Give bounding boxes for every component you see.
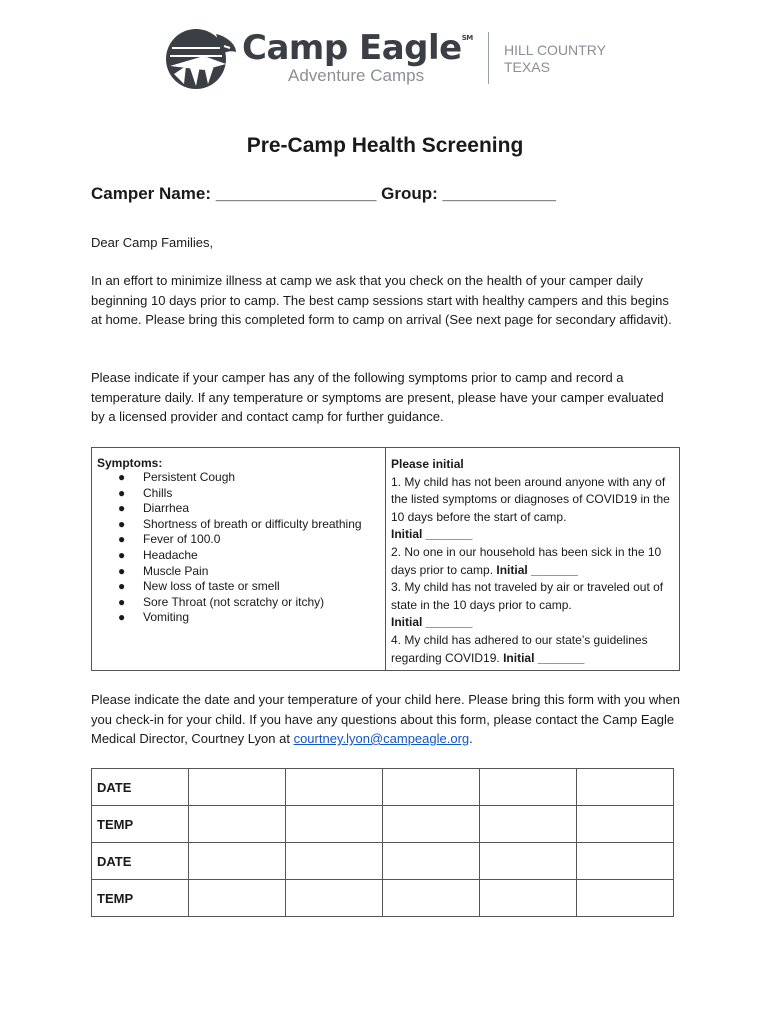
- camper-name-line: Camper Name: _________________ Group: ____________: [91, 184, 556, 203]
- row-label: DATE: [92, 769, 189, 806]
- greeting: Dear Camp Families,: [91, 235, 214, 250]
- brand-name: Camp Eagle℠: [242, 28, 473, 68]
- row-label: TEMP: [92, 806, 189, 843]
- brand-subtitle: Adventure Camps: [288, 66, 425, 85]
- table-row: [92, 880, 674, 917]
- table-cell[interactable]: [286, 769, 383, 806]
- page-title: Pre-Camp Health Screening: [246, 134, 524, 157]
- list-item: ● Sore Throat (not scratchy or itchy): [118, 594, 325, 609]
- symptoms-list: [97, 470, 385, 626]
- list-item: ● Diarrhea: [118, 501, 190, 516]
- list-item: ● Muscle Pain: [118, 563, 209, 578]
- list-item: ● Persistent Cough: [118, 470, 236, 484]
- instructions-paragraph: Please indicate if your camper has any of the following symptoms prior to camp and record a temperature daily. If any temperature or symptoms are present, please have your camper evaluated by a licensed provider and contact camp for further guidance.: [91, 370, 664, 424]
- statement-4: 4. My child has adhered to our state’s guidelines regarding COVID19. Initial _______: [391, 632, 648, 665]
- table-cell[interactable]: [480, 769, 577, 806]
- contact-email-link[interactable]: courtney.lyon@campeagle.org: [293, 731, 470, 746]
- initials-column: [386, 448, 679, 670]
- table-cell[interactable]: [480, 843, 577, 880]
- list-item: ● Fever of 100.0: [118, 532, 221, 547]
- intro-paragraph: In an effort to minimize illness at camp we ask that you check on the health of your camper daily beginning 10 days prior to camp. The best camp sessions start with healthy campers and this begins at home. Please bring this completed form to camp on arrival (See next page for secondary affidavit).: [91, 273, 672, 327]
- list-item: ● New loss of taste or smell: [118, 579, 280, 594]
- table-cell[interactable]: [189, 806, 286, 843]
- header-divider: [488, 32, 489, 84]
- table-cell[interactable]: [577, 880, 674, 917]
- symptoms-table: [91, 447, 680, 671]
- table-cell[interactable]: [480, 880, 577, 917]
- statement-1: 1. My child has not been around anyone with any of the listed symptoms or diagnoses of COVID19 in the 10 days before the start of camp. Initial _______: [391, 474, 674, 544]
- table-cell[interactable]: [480, 806, 577, 843]
- table-cell[interactable]: [577, 843, 674, 880]
- statement-2: 2. No one in our household has been sick in the 10 days prior to camp. Initial _______: [391, 544, 662, 577]
- table-cell[interactable]: [383, 843, 480, 880]
- eagle-icon: [164, 26, 238, 90]
- initial-field-1[interactable]: Initial _______: [391, 527, 473, 542]
- initial-field-4[interactable]: Initial _______: [503, 650, 585, 665]
- initials-header: Please initial: [391, 457, 464, 471]
- table-cell[interactable]: [577, 806, 674, 843]
- table-cell[interactable]: [383, 769, 480, 806]
- symptoms-header: Symptoms:: [97, 456, 163, 470]
- table-cell[interactable]: [577, 769, 674, 806]
- region-label: HILL COUNTRY TEXAS: [504, 42, 606, 75]
- list-item: ● Chills: [118, 485, 173, 500]
- table-cell[interactable]: [383, 806, 480, 843]
- table-cell[interactable]: [286, 843, 383, 880]
- symptoms-column: [92, 448, 386, 670]
- table-cell[interactable]: [189, 880, 286, 917]
- table-cell[interactable]: [383, 880, 480, 917]
- initial-field-2[interactable]: Initial _______: [496, 562, 578, 577]
- table-cell[interactable]: [286, 806, 383, 843]
- table-row: [92, 769, 674, 806]
- header: [164, 26, 614, 90]
- statement-3: 3. My child has not traveled by air or traveled out of state in the 10 days prior to camp. Initial _______: [391, 579, 674, 632]
- table-cell[interactable]: [286, 880, 383, 917]
- row-label: TEMP: [92, 880, 189, 917]
- table-cell[interactable]: [189, 769, 286, 806]
- list-item: ● Shortness of breath or difficulty breathing: [118, 516, 362, 531]
- table-row: [92, 806, 674, 843]
- table-cell[interactable]: [189, 843, 286, 880]
- temperature-log-table: [91, 768, 674, 917]
- row-label: DATE: [92, 843, 189, 880]
- list-item: ● Headache: [118, 547, 198, 562]
- initial-field-3[interactable]: Initial _______: [391, 615, 473, 630]
- temperature-instructions: Please indicate the date and your temperature of your child here. Please bring this form with you when you check-in for your child. If you have any questions about this form, please contact the Camp Eagle Medical Director, Courtney Lyon at courtney.lyon@campeagle.org.: [91, 692, 680, 746]
- table-row: [92, 843, 674, 880]
- list-item: ● Vomiting: [118, 610, 190, 625]
